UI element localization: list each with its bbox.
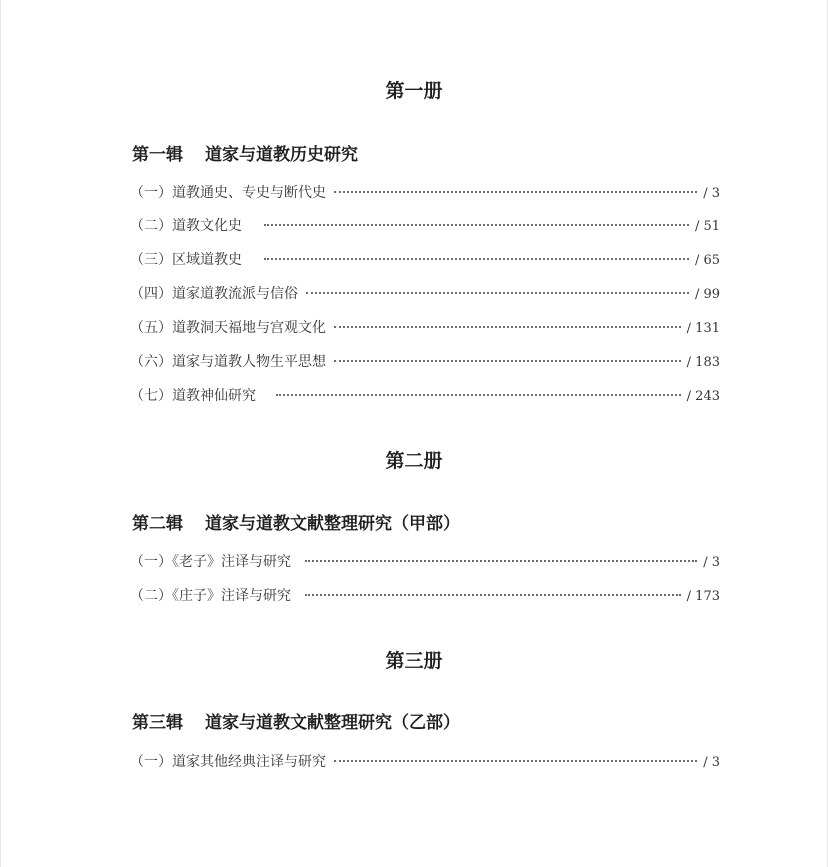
toc-entry[interactable] (130, 351, 720, 373)
volume-title: 第二册 (385, 450, 443, 472)
dot-leader (334, 326, 681, 328)
entry-page-number: / 173 (686, 589, 720, 604)
entry-page-number: / 131 (686, 321, 720, 336)
toc-entry[interactable] (130, 317, 720, 339)
volume-title: 第三册 (385, 650, 443, 672)
entry-label: （五）道教洞天福地与宫观文化 (130, 320, 326, 336)
part-number: 第一辑 (132, 145, 183, 165)
part-title (132, 140, 358, 165)
part-title (132, 509, 460, 534)
entry-label: （三）区域道教史 (130, 252, 242, 268)
toc-entry[interactable] (130, 283, 720, 305)
part-name: 道家与道教文献整理研究（乙部） (205, 713, 460, 733)
entry-label: （一）道教通史、专史与断代史 (130, 185, 326, 201)
entry-label: （一）《老子》注译与研究 (130, 554, 291, 570)
dot-leader (334, 760, 697, 762)
toc-entry[interactable] (130, 215, 720, 237)
part-name: 道家与道教文献整理研究（甲部） (205, 514, 460, 534)
dot-leader (264, 258, 689, 260)
entry-page-number: / 65 (694, 253, 720, 268)
toc-entry[interactable] (130, 182, 720, 204)
entry-label: （六）道家与道教人物生平思想 (130, 354, 326, 370)
entry-page-number: / 3 (703, 186, 720, 201)
toc-entry[interactable] (130, 551, 720, 573)
entry-label: （一）道家其他经典注译与研究 (130, 754, 326, 770)
part-number: 第三辑 (132, 713, 183, 733)
entry-page-number: / 243 (686, 389, 720, 404)
part-name: 道家与道教历史研究 (205, 145, 358, 165)
dot-leader (305, 560, 697, 562)
entry-label: （二）《庄子》注译与研究 (130, 588, 291, 604)
entry-label: （四）道家道教流派与信俗 (130, 286, 298, 302)
toc-entry[interactable] (130, 751, 720, 773)
entry-page-number: / 183 (686, 355, 720, 370)
entry-page-number: / 99 (694, 287, 720, 302)
left-edge-line (0, 0, 1, 867)
toc-entry[interactable] (130, 385, 720, 407)
entry-page-number: / 3 (703, 555, 720, 570)
entry-label: （二）道教文化史 (130, 218, 242, 234)
volume-title: 第一册 (385, 80, 443, 102)
toc-entry[interactable] (130, 249, 720, 271)
dot-leader (334, 360, 681, 362)
part-title (132, 708, 460, 733)
dot-leader (306, 292, 689, 294)
dot-leader (305, 594, 681, 596)
dot-leader (276, 394, 681, 396)
entry-page-number: / 51 (694, 219, 720, 234)
part-number: 第二辑 (132, 514, 183, 534)
toc-entry[interactable] (130, 585, 720, 607)
entry-label: （七）道教神仙研究 (130, 388, 256, 404)
dot-leader (334, 191, 697, 193)
entry-page-number: / 3 (703, 755, 720, 770)
dot-leader (264, 224, 689, 226)
